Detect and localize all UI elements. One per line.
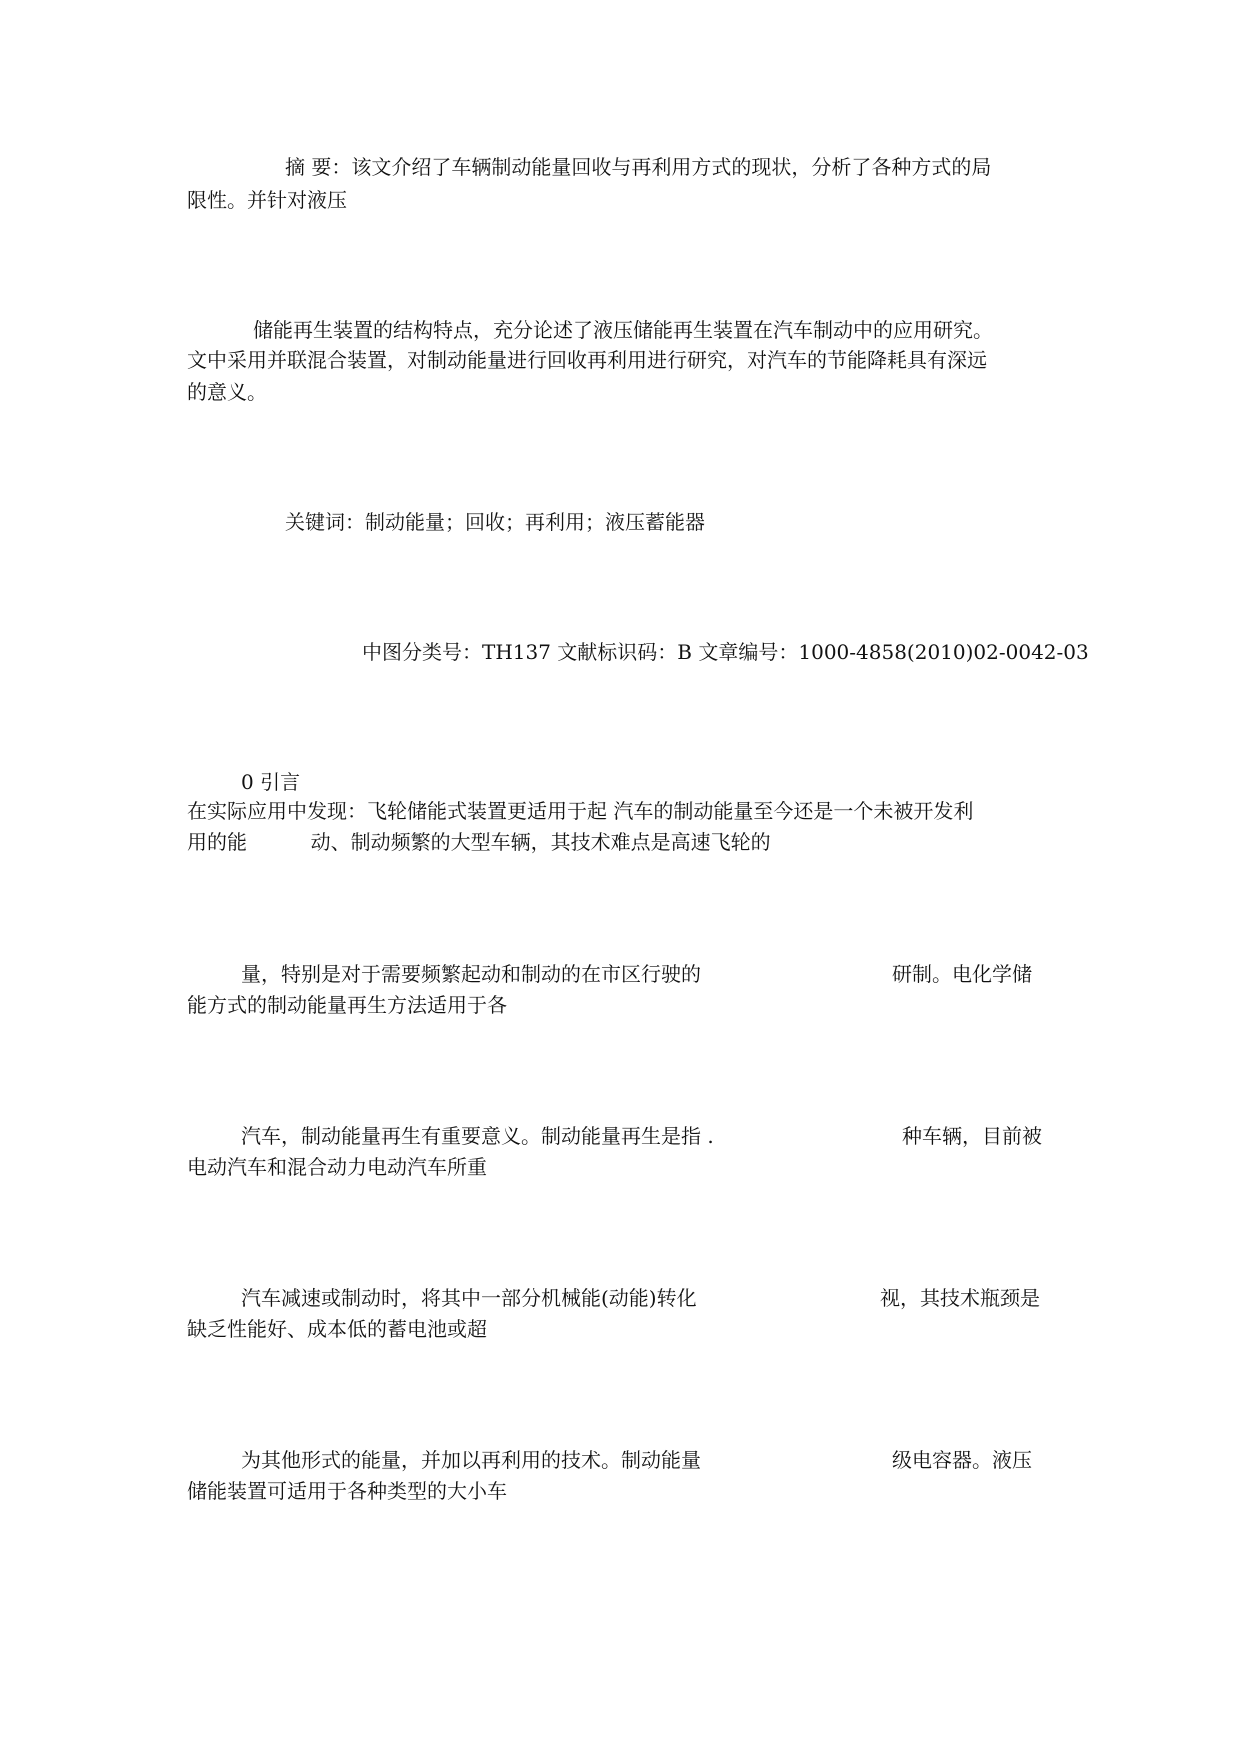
abstract-line-5: 的意义。 [187,380,267,404]
column-right-text: 视，其技术瓶颈是 [880,1286,1040,1310]
abstract-line-3: 储能再生装置的结构特点，充分论述了液压储能再生装置在汽车制动中的应用研究。 [253,318,993,342]
column-right-text: 种车辆，目前被 [902,1124,1042,1148]
keywords-line: 关键词：制动能量；回收；再利用；液压蓄能器 [285,510,705,534]
abstract-line-2: 限性。并针对液压 [187,188,347,212]
intro-line-1: 在实际应用中发现：飞轮储能式装置更适用于起 汽车的制动能量至今还是一个未被开发利 [187,799,974,823]
column-left-text: 汽车减速或制动时，将其中一部分机械能(动能)转化 [241,1286,697,1310]
section-heading: 0 引言 [241,770,301,794]
column-left-text: 汽车，制动能量再生有重要意义。制动能量再生是指 . [241,1124,714,1148]
paragraph-continuation: 储能装置可适用于各种类型的大小车 [187,1479,507,1503]
column-left-text: 为其他形式的能量，并加以再利用的技术。制动能量 [241,1448,701,1472]
classification-line: 中图分类号：TH137 文献标识码：B 文章编号：1000-4858(2010)02-0042-03 [362,640,1089,664]
column-left-text: 量，特别是对于需要频繁起动和制动的在市区行驶的 [241,962,701,986]
abstract-line-4: 文中采用并联混合装置，对制动能量进行回收再利用进行研究，对汽车的节能降耗具有深远 [187,348,987,372]
column-right-text: 级电容器。液压 [892,1448,1032,1472]
intro-line-2: 用的能 动、制动频繁的大型车辆，其技术难点是高速飞轮的 [187,830,771,854]
paragraph-continuation: 能方式的制动能量再生方法适用于各 [187,993,507,1017]
abstract-line-1: 摘 要：该文介绍了车辆制动能量回收与再利用方式的现状，分析了各种方式的局 [285,155,992,179]
paragraph-continuation: 缺乏性能好、成本低的蓄电池或超 [187,1317,487,1341]
paragraph-continuation: 电动汽车和混合动力电动汽车所重 [187,1155,487,1179]
column-right-text: 研制。电化学储 [892,962,1032,986]
